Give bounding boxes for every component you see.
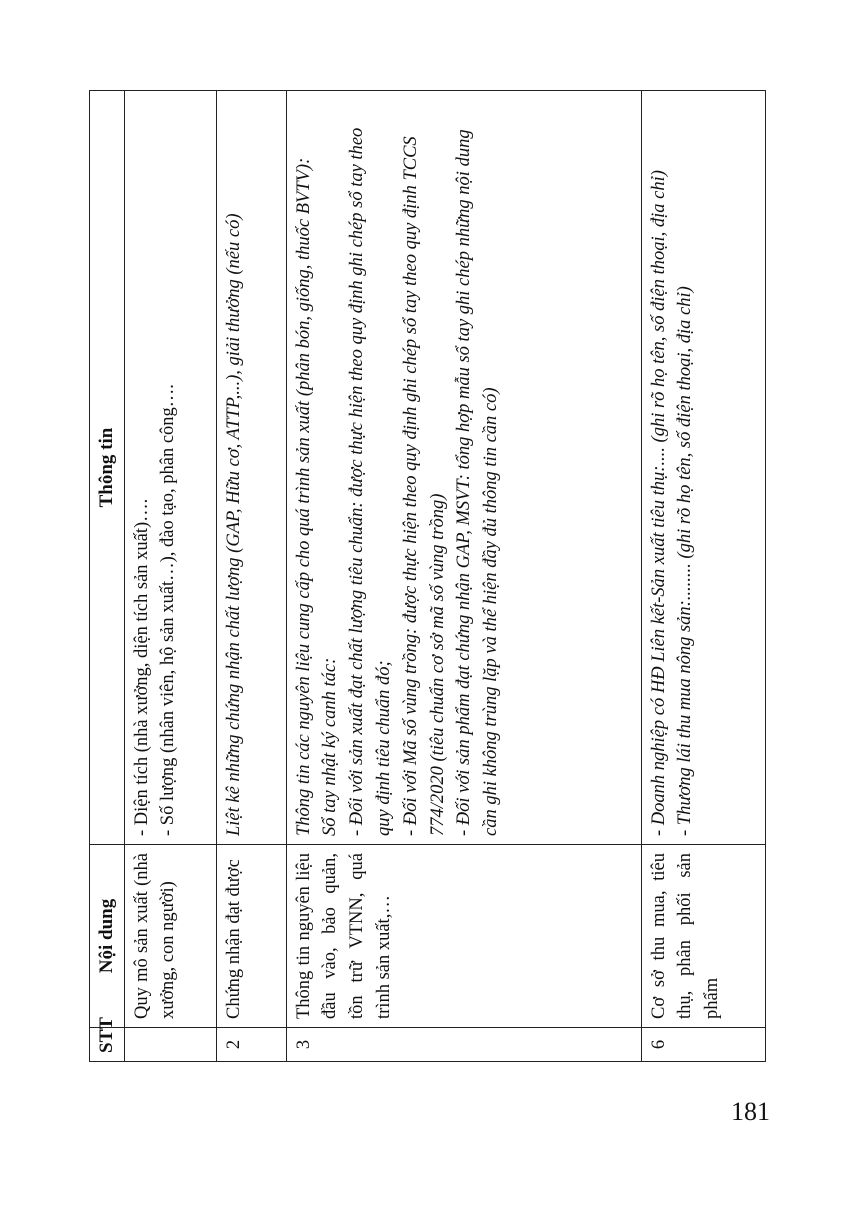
info-line: - Số lượng (nhân viên, hộ sản xuất…), đào tạo, phân công….	[158, 384, 179, 836]
row-thong-tin	[641, 91, 765, 845]
table-header-row	[90, 91, 125, 1062]
row-thong-tin	[124, 91, 216, 845]
row-noi-dung: Thông tin nguyên liệu đầu vào, bảo quản, tồn trữ VTNN, quá trình sản xuất,…	[286, 845, 641, 1028]
row-thong-tin	[286, 91, 641, 845]
header-thong-tin: Thông tin	[90, 91, 125, 845]
row-thong-tin	[216, 91, 286, 845]
row-stt	[124, 1028, 216, 1062]
row-stt: 6	[641, 1028, 765, 1062]
rotated-table-frame	[89, 90, 766, 1062]
info-line: - Doanh nghiệp có HĐ Liên kết-Sản xuất tiêu thụ:.... (ghi rõ họ tên, số điện thoại, địa chỉ)	[648, 170, 669, 836]
row-noi-dung: Cơ sở thu mua, tiêu thụ, phân phối sản phẩm	[641, 845, 765, 1028]
info-line: - Đối với Mã số vùng trồng: được thực hiện theo quy định ghi chép sổ tay theo quy định TCCS 774/2020 (tiêu chuẩn cơ sở mã số vùng trồng)	[400, 136, 448, 836]
info-line: - Thương lái thu mua nông sản:........ (ghi rõ họ tên, số điện thoại, địa chỉ)	[675, 286, 696, 836]
info-line: Sổ tay nhật ký canh tác:	[320, 657, 341, 836]
info-line: - Diện tích (nhà xưởng, diện tích sản xuất)….	[131, 498, 152, 836]
table-row	[216, 91, 286, 1062]
row-stt: 2	[216, 1028, 286, 1062]
row-noi-dung: Chứng nhận đạt được	[216, 845, 286, 1028]
row-noi-dung: Quy mô sản xuất (nhà xưởng, con người)	[124, 845, 216, 1028]
info-line: - Đối với sản phẩm đạt chứng nhận GAP, MSVT: tổng hợp mẫu sổ tay ghi chép những nội dung cần ghi không trùng lặp và thể hiện đầy đủ thông tin cần có)	[454, 129, 502, 836]
info-line: Thông tin các nguyên liệu cung cấp cho quá trình sản xuất (phân bón, giống, thuốc BVTV):	[293, 157, 314, 836]
table-row	[641, 91, 765, 1062]
header-noi-dung: Nội dung	[90, 845, 125, 1028]
table-row	[124, 91, 216, 1062]
info-line: - Đối với sản xuất đạt chất lượng tiêu chuẩn: được thực hiện theo quy định ghi chép sổ tay theo quy định tiêu chuẩn đó;	[347, 127, 394, 836]
header-stt: STT	[90, 1028, 125, 1062]
table-row	[286, 91, 641, 1062]
page-number: 181	[731, 1097, 770, 1126]
info-line: Liệt kê những chứng nhận chất lượng (GAP, Hữu cơ, ATTP,...), giải thưởng (nếu có)	[223, 213, 244, 836]
row-stt: 3	[286, 1028, 641, 1062]
info-table	[89, 90, 766, 1062]
